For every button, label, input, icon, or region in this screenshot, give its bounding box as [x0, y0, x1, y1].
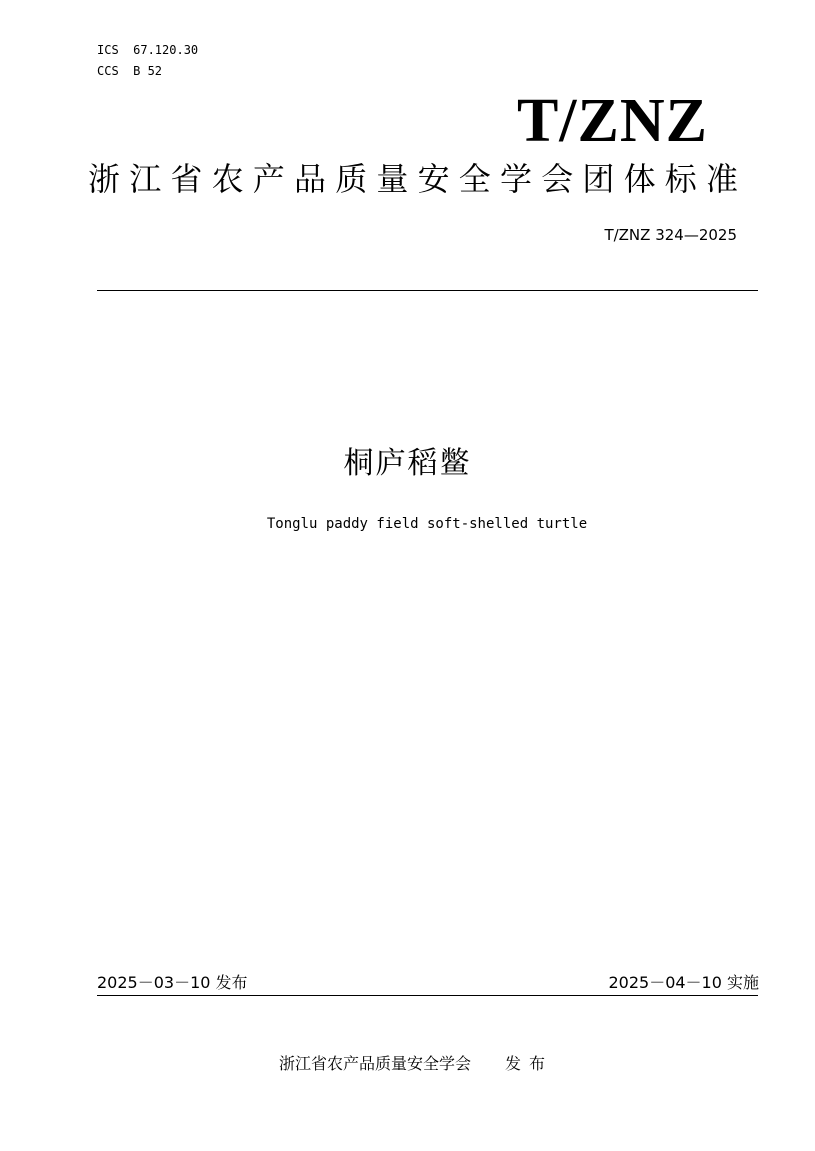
ics-code: ICS 67.120.30 [97, 43, 199, 57]
header-divider [97, 290, 758, 291]
document-title-english: Tonglu paddy field soft-shelled turtle [266, 516, 588, 532]
publish-action: 发布 [505, 1054, 554, 1073]
implement-date: 2025－04－10 实施 [608, 973, 759, 992]
ccs-code: CCS B 52 [97, 64, 163, 78]
publisher-name: 浙江省农产品质量安全学会 [278, 1054, 471, 1073]
classification-codes [97, 40, 198, 82]
document-title-chinese: 桐庐稻鳖 [343, 446, 472, 481]
standard-number: T/ZNZ 324—2025 [604, 226, 737, 244]
footer-divider [97, 995, 758, 996]
organization-code: T/ZNZ [516, 87, 708, 155]
organization-standard-name: 浙江省农产品质量安全学会团体标准 [88, 160, 748, 198]
publish-date: 2025－03－10 发布 [97, 973, 248, 992]
publisher-line [0, 1053, 815, 1075]
